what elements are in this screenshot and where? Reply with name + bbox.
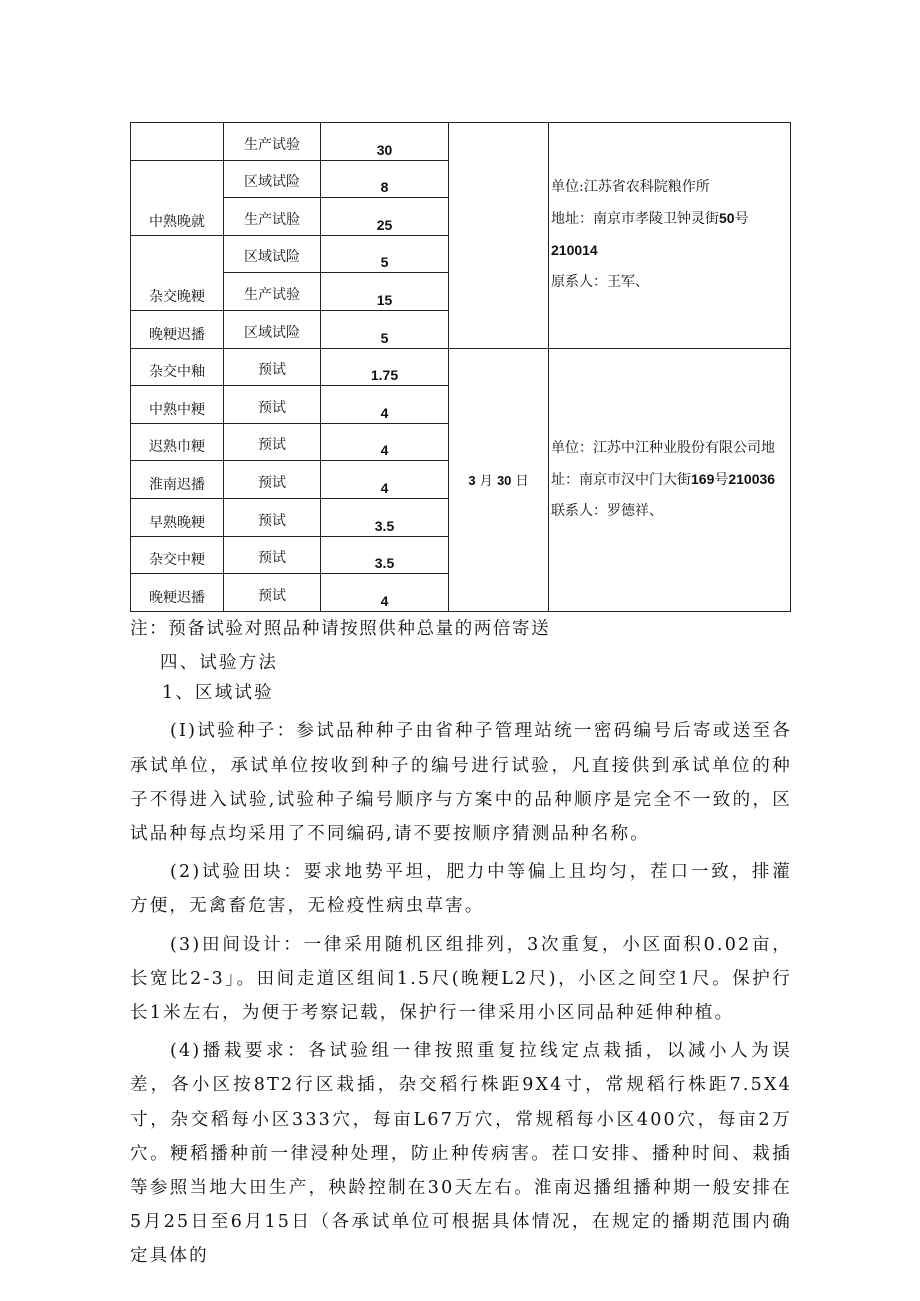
table-row	[131, 123, 791, 161]
date-month-number: 3	[468, 473, 476, 489]
variety-cell: 晚粳迟播	[131, 574, 224, 612]
date-cell	[449, 348, 549, 611]
variety-cell: 中熟中粳	[131, 386, 224, 424]
section-title: 四、试验方法	[160, 652, 279, 673]
trial-type-cell: 预试	[224, 386, 321, 424]
trial-type-cell: 预试	[224, 536, 321, 574]
subsection-title: 1、区域试验	[162, 683, 274, 704]
amount-cell: 30	[321, 123, 449, 161]
contact-cell	[549, 123, 791, 349]
amount-cell: 3.5	[321, 498, 449, 536]
trial-type-cell: 区域试险	[224, 310, 321, 348]
amount-cell: 5	[321, 235, 449, 273]
table-note: 注：预备试验对照品种请按照供种总量的两倍寄送	[130, 618, 551, 639]
trial-type-cell: 生产试验	[224, 273, 321, 311]
date-cell	[449, 123, 549, 349]
date-day-label: 日	[515, 474, 529, 490]
paragraph-planting: (4)播栽要求：各试验组一律按照重复拉线定点栽插，以减小人为误差，各小区按8T2行区栽插，杂交稻行株距9X4寸，常规稻行株距7.5X4寸，杂交稻每小区333穴，每亩L67万穴，常规稻每小区400穴，每亩2万穴。粳稻播种前一律浸种处理，防止种传病害。茬口安排、播种时间、栽插等参照当地大田生产，秧龄控制在30天左右。淮南迟播组播种期一般安排在5月25日至6月15日（各承试单位可根据具体情况，在规定的播期范围内确定具体的	[130, 1041, 792, 1267]
paragraph-seeds: (I)试验种子：参试品种种子由省种子管理站统一密码编号后寄或送至各承试单位，承试单位按收到种子的编号进行试验，凡直接供到承试单位的种子不得进入试验,试验种子编号顺序与方案中的品种顺序是完全不一致的，区试品种每点均采用了不同编码,请不要按顺序猜测品种名称。	[130, 721, 792, 844]
amount-cell: 5	[321, 310, 449, 348]
amount-cell: 4	[321, 423, 449, 461]
trial-type-cell: 预试	[224, 498, 321, 536]
date-day-number: 30	[496, 473, 512, 489]
contact-unit: 单位：江苏中江种业股份有限公司地	[551, 439, 775, 456]
variety-cell: 中熟晚就	[131, 160, 224, 235]
trial-type-cell: 区域试险	[224, 160, 321, 198]
trial-type-cell: 预试	[224, 574, 321, 612]
document-body	[130, 122, 792, 1274]
trial-type-cell: 预试	[224, 348, 321, 386]
date-month-label: 月	[479, 474, 493, 490]
paragraph-field: (2)试验田块：要求地势平坦，肥力中等偏上且均匀，茬口一致，排灌方便，无禽畜危害，无检疫性病虫草害。	[130, 862, 792, 917]
amount-cell: 1.75	[321, 348, 449, 386]
address-suffix: 号	[714, 471, 729, 488]
trial-type-cell: 区域试险	[224, 235, 321, 273]
variety-cell: 杂交晚粳	[131, 235, 224, 310]
postcode: 210036	[728, 470, 776, 487]
seed-table	[130, 122, 791, 612]
contact-address: 地址：南京市孝陵卫钟灵街	[551, 211, 719, 228]
postcode: 210014	[551, 242, 598, 259]
variety-cell: 杂交中粳	[131, 536, 224, 574]
amount-cell: 4	[321, 461, 449, 499]
variety-cell: 淮南迟播	[131, 461, 224, 499]
address-suffix: 号	[734, 211, 749, 228]
amount-cell: 8	[321, 160, 449, 198]
trial-type-cell: 预试	[224, 423, 321, 461]
amount-cell: 4	[321, 574, 449, 612]
variety-cell	[131, 123, 224, 161]
table-row	[131, 348, 791, 386]
contact-person: 联系人：罗德祥、	[551, 502, 663, 519]
paragraph-design: (3)田间设计：一律采用随机区组排列，3次重复，小区面积0.02亩，长宽比2-3」。田间走道区组间1.5尺(晚粳L2尺)，小区之间空1尺。保护行长1米左右，为便于考察记载，保护行一律采用小区同品种延伸种植。	[130, 934, 792, 1023]
contact-person: 原系人：王军、	[551, 274, 649, 291]
variety-cell: 迟熟巾粳	[131, 423, 224, 461]
trial-type-cell: 预试	[224, 461, 321, 499]
variety-cell: 晚粳迟播	[131, 310, 224, 348]
contact-cell	[549, 348, 791, 611]
address-number: 169	[691, 470, 715, 487]
trial-type-cell: 生产试脸	[224, 198, 321, 236]
amount-cell: 4	[321, 386, 449, 424]
contact-address: 址：南京市汉中门大街	[551, 471, 691, 488]
address-number: 50	[719, 210, 735, 227]
amount-cell: 3.5	[321, 536, 449, 574]
variety-cell: 早熟晚粳	[131, 498, 224, 536]
amount-cell: 15	[321, 273, 449, 311]
contact-unit: 单位:江苏省农科院粮作所	[551, 179, 710, 196]
variety-cell: 杂交中釉	[131, 348, 224, 386]
amount-cell: 25	[321, 198, 449, 236]
trial-type-cell: 生产试验	[224, 123, 321, 161]
